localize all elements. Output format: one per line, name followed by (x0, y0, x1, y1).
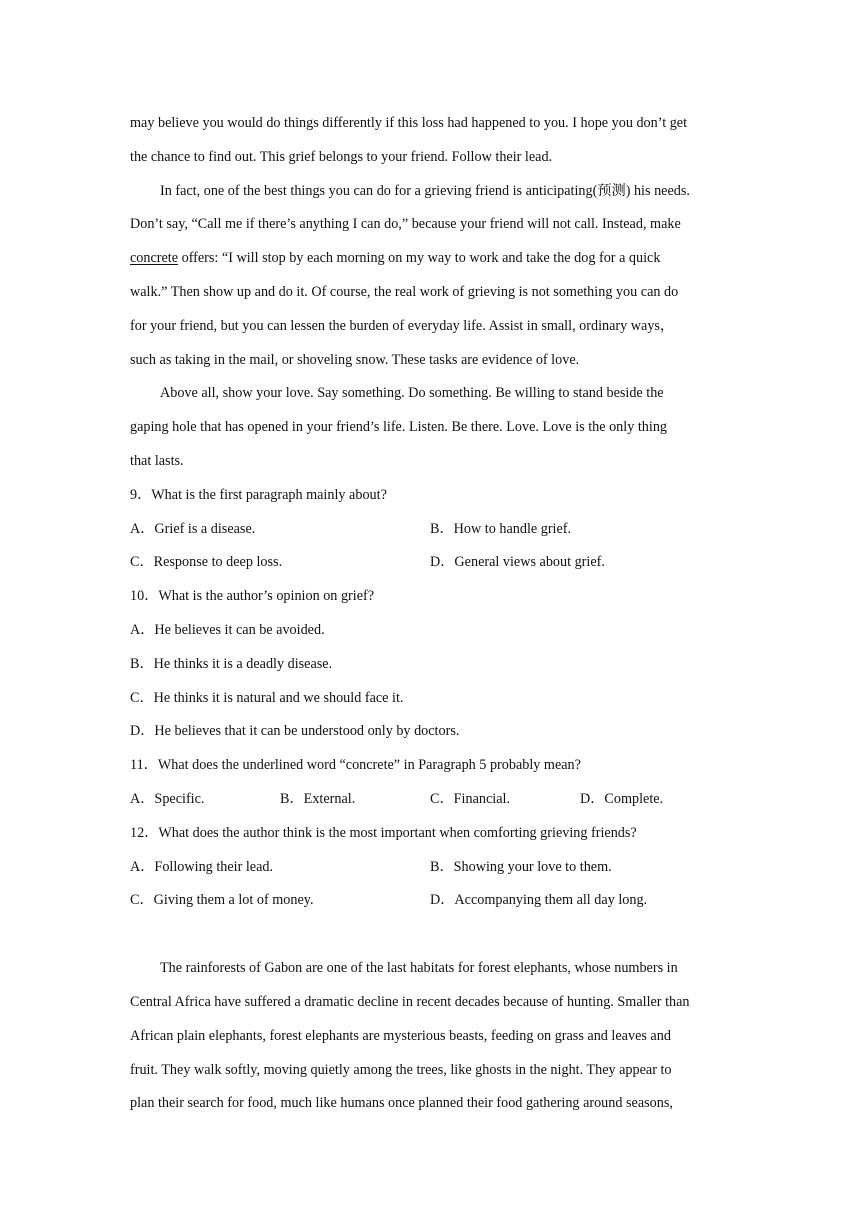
option-row (130, 786, 730, 820)
option-a: A．Specific. (130, 790, 205, 807)
document-content (130, 110, 730, 1124)
text-line: may believe you would do things differently if this loss had happened to you. I hope you don’t get (130, 115, 688, 131)
option-c: C．He thinks it is natural and we should face it. (130, 689, 404, 706)
text-line: plan their search for food, much like humans once planned their food gathering around seasons, (130, 1095, 673, 1112)
question-stem: 11．What does the underlined word “concrete” in Paragraph 5 probably mean? (130, 757, 581, 774)
option-d: D．Accompanying them all day long. (430, 892, 648, 909)
option-a: A．He believes it can be avoided. (130, 621, 325, 638)
paragraph-first-line: In fact, one of the best things you can do for a grieving friend is anticipating(预测) his needs. (160, 182, 690, 199)
text-line (130, 245, 730, 279)
paragraph-first-line: Above all, show your love. Say something. Do something. Be willing to stand beside the (160, 385, 664, 402)
option-c: C．Response to deep loss. (130, 554, 283, 571)
text-line: the chance to find out. This grief belongs to your friend. Follow their lead. (130, 148, 553, 165)
section-spacer (130, 921, 730, 955)
text-line: Don’t say, “Call me if there’s anything I can do,” because your friend will not call. Instead, make (130, 216, 681, 233)
option-row (130, 887, 730, 921)
text-line: fruit. They walk softly, moving quietly among the trees, like ghosts in the night. They appear to (130, 1061, 672, 1078)
paragraph-first-line: The rainforests of Gabon are one of the last habitats for forest elephants, whose numbers in (160, 960, 678, 977)
option-row (130, 854, 730, 888)
option-b: B．How to handle grief. (430, 520, 572, 537)
option-row (130, 549, 730, 583)
text-line: such as taking in the mail, or shoveling snow. These tasks are evidence of love. (130, 351, 580, 368)
option-c: C．Financial. (430, 790, 510, 807)
option-d: D．Complete. (580, 790, 664, 807)
option-row (130, 516, 730, 550)
option-c: C．Giving them a lot of money. (130, 892, 314, 909)
question-stem: 12．What does the author think is the most important when comforting grieving friends? (130, 824, 637, 841)
option-a: A．Following their lead. (130, 858, 274, 875)
option-d: D．General views about grief. (430, 554, 605, 571)
option-a: A．Grief is a disease. (130, 520, 256, 537)
text-line: for your friend, but you can lessen the burden of everyday life. Assist in small, ordinary ways， (130, 317, 675, 334)
text-line: Central Africa have suffered a dramatic decline in recent decades because of hunting. Smaller than (130, 993, 690, 1010)
question-stem: 9．What is the first paragraph mainly about? (130, 486, 387, 503)
question-stem: 10．What is the author’s opinion on grief? (130, 588, 375, 605)
option-b: B．Showing your love to them. (430, 858, 612, 875)
text-line: gaping hole that has opened in your friend’s life. Listen. Be there. Love. Love is the only thing (130, 419, 668, 436)
text-line: walk.” Then show up and do it. Of course, the real work of grieving is not something you can do (130, 283, 679, 300)
option-b: B．External. (280, 790, 356, 807)
option-b: B．He thinks it is a deadly disease. (130, 655, 333, 672)
text-span: offers: “I will stop by each morning on my way to work and take the dog for a quick (178, 250, 661, 267)
option-d: D．He believes that it can be understood only by doctors. (130, 723, 460, 740)
text-line: that lasts. (130, 452, 184, 469)
text-line: African plain elephants, forest elephants are mysterious beasts, feeding on grass and leaves and (130, 1027, 671, 1044)
underlined-word: concrete (130, 250, 179, 267)
